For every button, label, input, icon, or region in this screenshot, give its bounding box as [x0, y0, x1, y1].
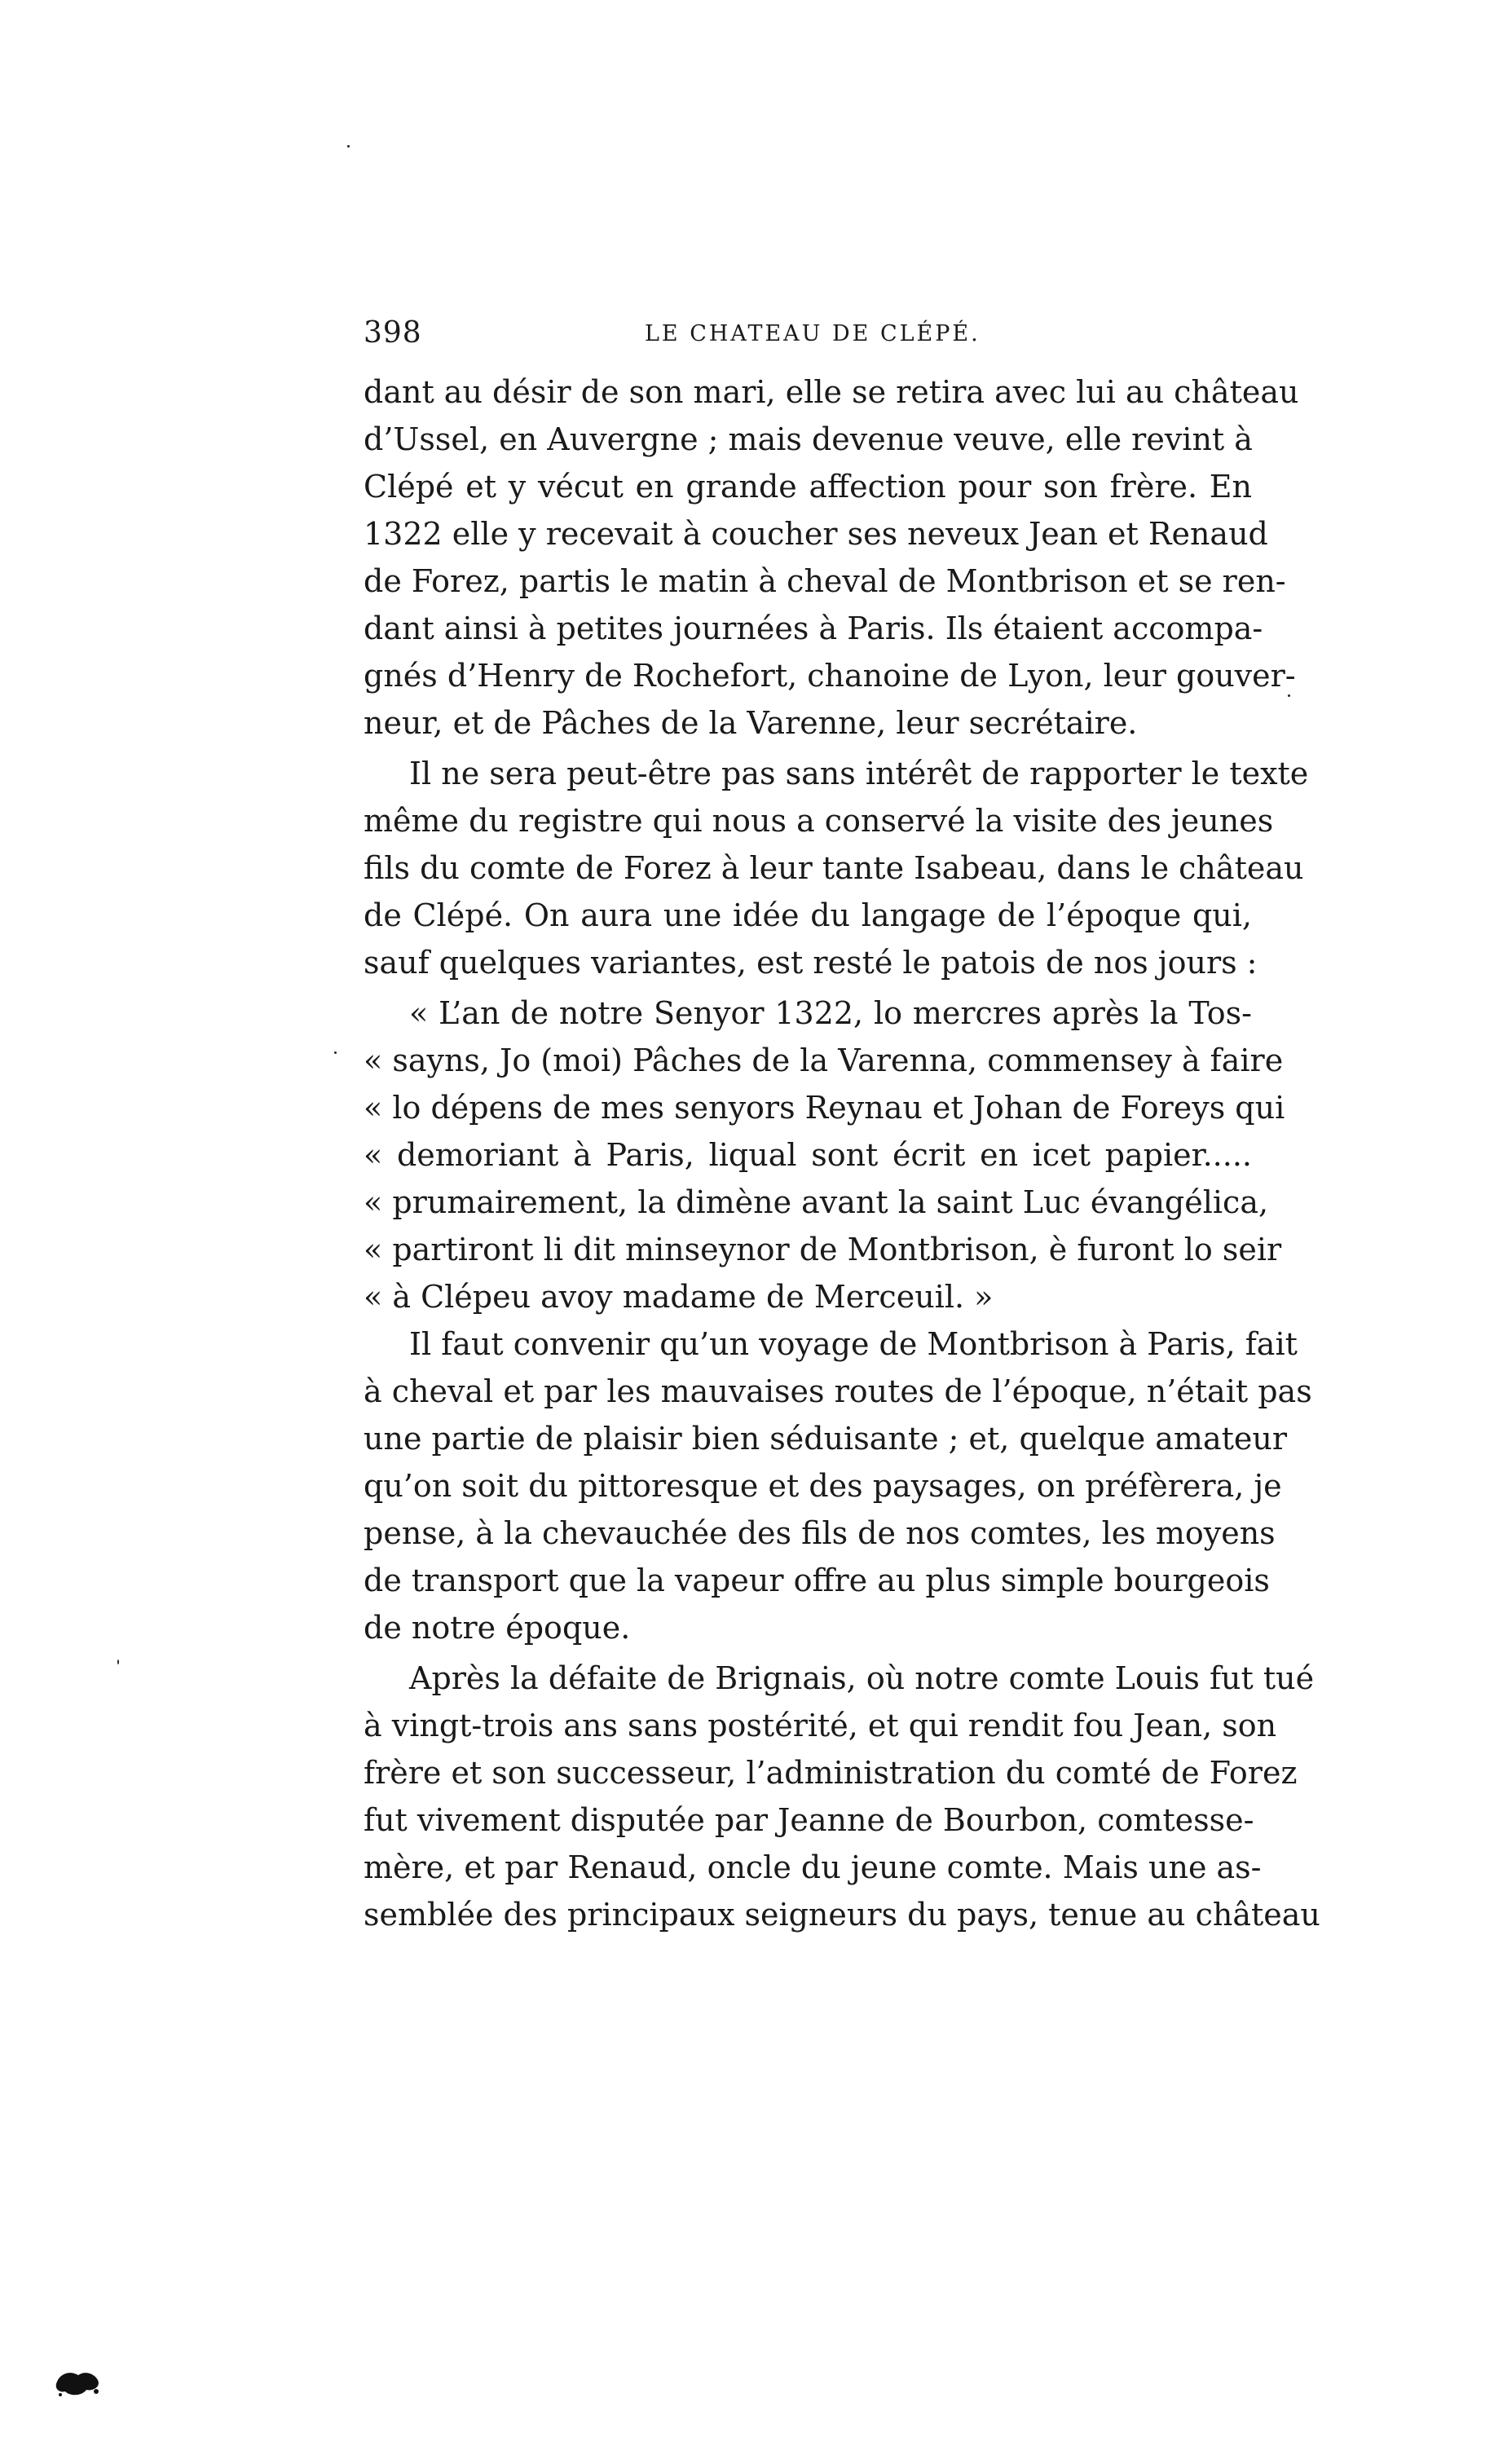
text-line: dant au désir de son mari, elle se retira avec lui au château — [364, 374, 1299, 410]
text-line: mère, et par Renaud, oncle du jeune comte. Mais une as- — [364, 1849, 1262, 1885]
scan-speck — [334, 1051, 337, 1054]
text-line: gnés d’Henry de Rochefort, chanoine de Lyon, leur gouver- — [364, 658, 1296, 694]
paragraph — [364, 1655, 1320, 1938]
text-line: « à Clépeu avoy madame de Merceuil. » — [364, 1279, 994, 1315]
scan-speck — [117, 1660, 119, 1664]
paragraph — [364, 1320, 1312, 1651]
text-line: de notre époque. — [364, 1610, 631, 1646]
text-line: « demoriant à Paris, liqual sont écrit en icet papier..... — [364, 1137, 1252, 1173]
body-text — [364, 368, 1320, 1938]
text-line: une partie de plaisir bien séduisante ; et, quelque amateur — [364, 1421, 1288, 1457]
text-line: frère et son successeur, l’administration du comté de Forez — [364, 1755, 1298, 1791]
paragraph — [364, 368, 1299, 747]
running-title: LE CHATEAU DE CLÉPÉ. — [645, 321, 981, 346]
text-line: fils du comte de Forez à leur tante Isabeau, dans le château — [364, 850, 1304, 886]
ink-blot — [54, 2367, 101, 2400]
text-line: Il ne sera peut-être pas sans intérêt de rapporter le texte — [409, 756, 1309, 791]
text-line: d’Ussel, en Auvergne ; mais devenue veuve, elle revint à — [364, 421, 1253, 457]
scan-speck — [347, 145, 350, 148]
text-line: de Forez, partis le matin à cheval de Montbrison et se ren- — [364, 563, 1286, 599]
text-line: fut vivement disputée par Jeanne de Bourbon, comtesse- — [364, 1802, 1254, 1838]
text-line: même du registre qui nous a conservé la visite des jeunes — [364, 803, 1274, 839]
text-line: 1322 elle y recevait à coucher ses neveux Jean et Renaud — [364, 516, 1268, 552]
text-line: de transport que la vapeur offre au plus simple bourgeois — [364, 1563, 1270, 1598]
text-line: Après la défaite de Brignais, où notre comte Louis fut tué — [409, 1660, 1315, 1696]
paragraph — [364, 750, 1309, 986]
text-line: semblée des principaux seigneurs du pays, tenue au château — [364, 1897, 1320, 1933]
text-line: dant ainsi à petites journées à Paris. Ils étaient accompa- — [364, 610, 1263, 646]
text-line: « lo dépens de mes senyors Reynau et Johan de Foreys qui — [364, 1090, 1285, 1126]
text-line: sauf quelques variantes, est resté le patois de nos jours : — [364, 945, 1258, 981]
page-number: 398 — [364, 316, 422, 350]
scan-speck — [1288, 694, 1290, 697]
text-line: « L’an de notre Senyor 1322, lo mercres après la Tos- — [409, 995, 1252, 1031]
quotation — [364, 990, 1285, 1320]
text-line: pense, à la chevauchée des fils de nos comtes, les moyens — [364, 1515, 1276, 1551]
text-line: « partiront li dit minseynor de Montbrison, è furont lo seir — [364, 1232, 1282, 1267]
text-line: à vingt-trois ans sans postérité, et qui rendit fou Jean, son — [364, 1708, 1277, 1743]
text-line: Clépé et y vécut en grande affection pour son frère. En — [364, 469, 1252, 505]
text-line: neur, et de Pâches de la Varenne, leur secrétaire. — [364, 705, 1138, 741]
text-line: Il faut convenir qu’un voyage de Montbrison à Paris, fait — [409, 1326, 1298, 1362]
text-line: « sayns, Jo (moi) Pâches de la Varenna, commensey à faire — [364, 1042, 1284, 1078]
text-line: « prumairement, la dimène avant la saint Luc évangélica, — [364, 1184, 1269, 1220]
text-line: qu’on soit du pittoresque et des paysages, on préfèrera, je — [364, 1468, 1282, 1504]
text-line: à cheval et par les mauvaises routes de l’époque, n’était pas — [364, 1373, 1312, 1409]
running-head — [364, 316, 1252, 357]
text-line: de Clépé. On aura une idée du langage de l’époque qui, — [364, 897, 1252, 933]
